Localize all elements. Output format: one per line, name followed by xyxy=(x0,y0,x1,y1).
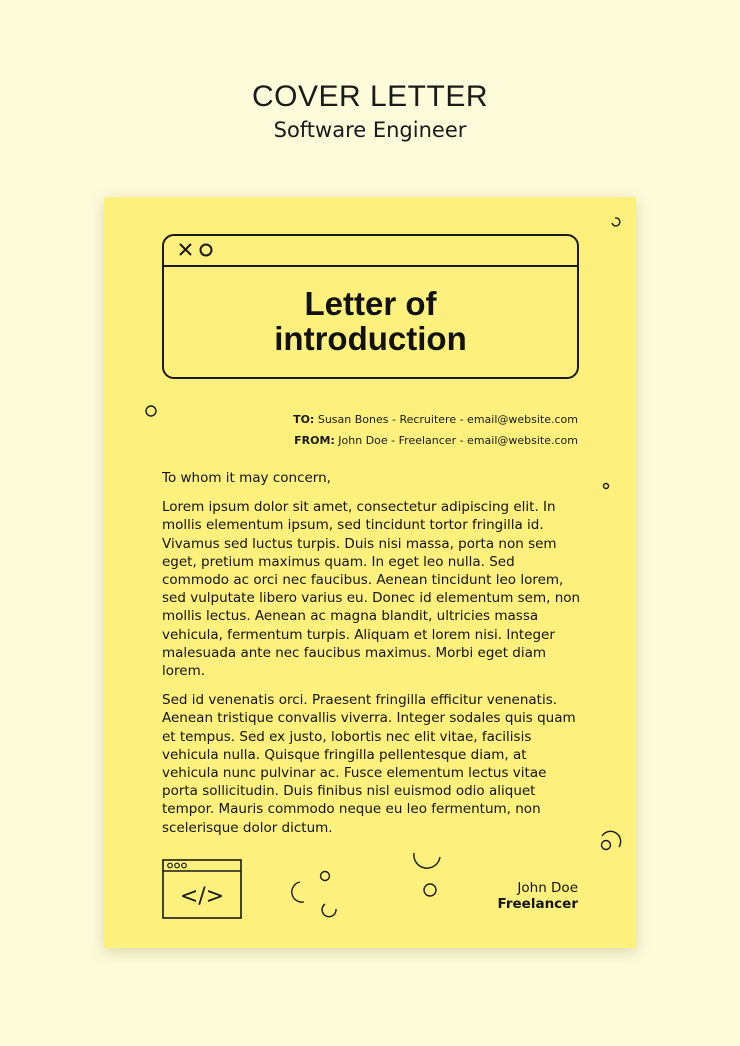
to-label: TO: xyxy=(293,413,315,426)
signature-role: Freelancer xyxy=(497,896,578,912)
page-title: COVER LETTER xyxy=(251,80,489,113)
arc-decoration-icon xyxy=(292,882,304,902)
dot-decoration-icon xyxy=(604,484,609,489)
code-icon-text: </> xyxy=(179,884,225,909)
from-value: John Doe - Freelancer - email@website.com xyxy=(338,434,578,447)
body-paragraph-2: Sed id venenatis orci. Praesent fringilla efficitur venenatis. Aenean tristique convallis viverra. Integer sodales quis quam et tempus. Sed ex justo, lobortis nec elit vitae, facilisis vehicula nulla. Quisque fringilla pellentesque diam, at vehicula nunc pulvinar ac. Fusce elementum lectus vitae porta sollicitudin. Duis finibus nisl euismod odio aliquet tempor. Mauris commodo neque eu leo fermentum, non scelerisque dolor dictum. xyxy=(162,692,576,836)
ring-decoration-icon xyxy=(424,884,436,896)
arc-decoration-icon xyxy=(602,831,621,847)
greeting: To whom it may concern, xyxy=(162,470,331,486)
to-value: Susan Bones - Recruitere - email@website.com xyxy=(317,413,578,426)
arc-decoration-icon xyxy=(414,853,440,868)
ring-decoration-icon xyxy=(146,406,156,416)
letter-sheet xyxy=(104,197,636,948)
signature-name: John Doe xyxy=(517,880,578,896)
arc-decoration-icon xyxy=(322,904,336,917)
letter-heading-line2: introduction xyxy=(274,320,467,357)
from-label: FROM: xyxy=(294,434,335,447)
body-paragraph-1: Lorem ipsum dolor sit amet, consectetur adipiscing elit. In mollis elementum ipsum, sed tincidunt tortor fringilla id. Vivamus sed luctus turpis. Duis nisi massa, porta non sem eget, pretium maximus quam. In eget leo nulla. Sed commodo ac orci nec faucibus. Aenean tincidunt leo lorem, sed vulputate libero varius eu. Donec id elementum sem, non mollis lectus. Aenean ac magna blandit, ultricies massa vehicula, fermentum turpis. Aliquam et lorem nisi. Integer malesuada ante nec faucibus maximus. Morbi eget diam lorem. xyxy=(162,499,581,680)
arc-decoration-icon xyxy=(612,218,620,226)
ring-decoration-icon xyxy=(321,872,330,881)
decorations xyxy=(104,197,636,948)
letter-heading-line1: Letter of xyxy=(304,285,437,322)
ring-decoration-icon xyxy=(602,841,611,850)
page-subtitle: Software Engineer xyxy=(273,118,467,142)
